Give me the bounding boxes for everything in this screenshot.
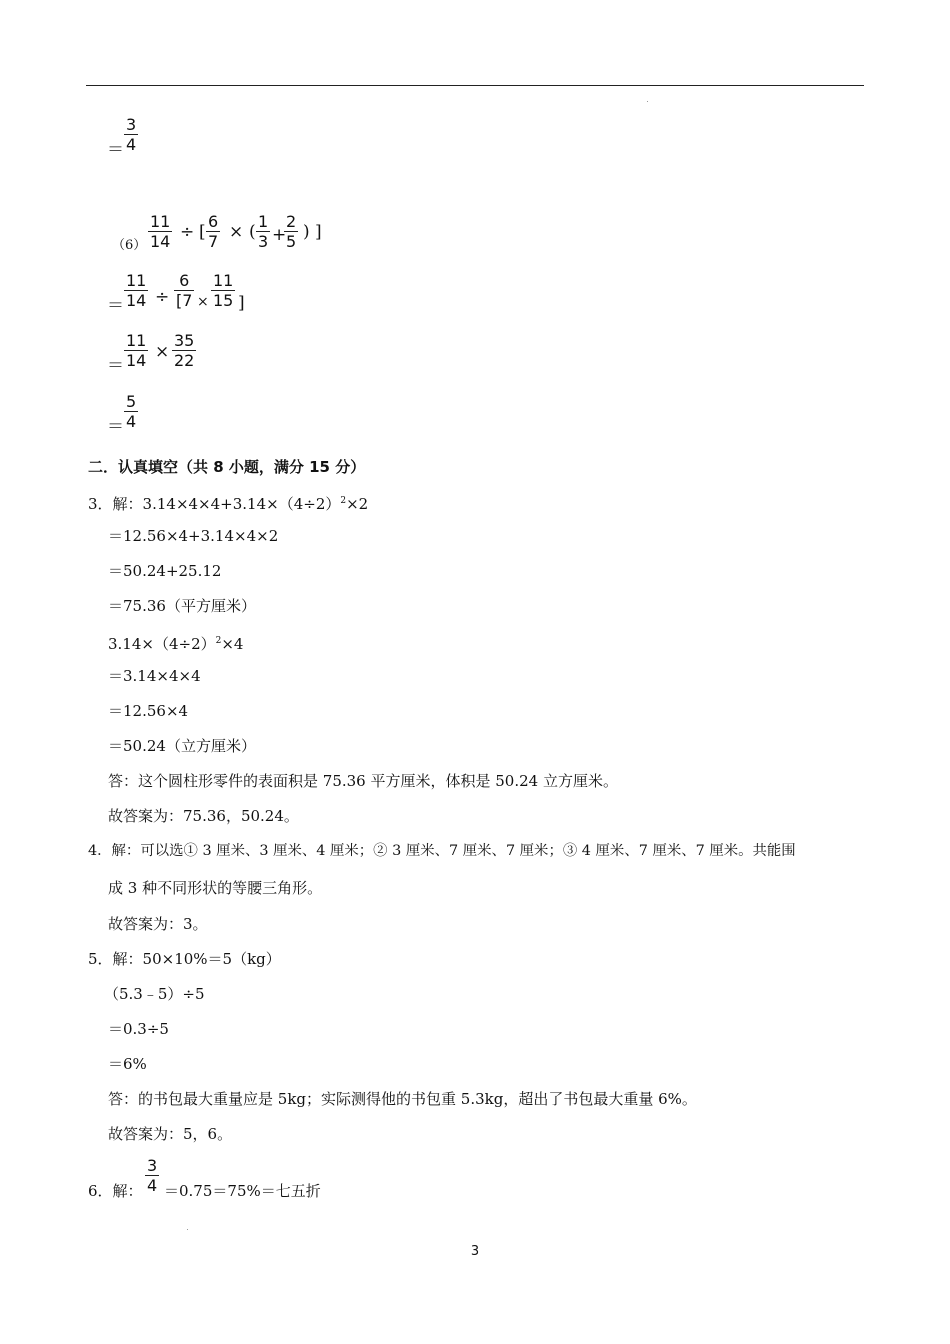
q6-label: （6）	[112, 238, 147, 253]
fraction: 2 5	[286, 212, 297, 251]
fraction-3-4: 3 4	[126, 115, 137, 154]
divide-sign: ÷	[155, 287, 170, 307]
fraction: 6 [7	[176, 271, 193, 310]
p4-line-2: 成 3 种不同形状的等腰三角形。	[108, 879, 323, 897]
speck	[187, 1229, 188, 1230]
p3-line-1: 3．解：$3.14\times 4\times 4+3.14\times(4\div 2)^2\times 2$	[88, 495, 369, 513]
paren: (	[249, 222, 256, 242]
section-heading: 二．认真填空（共 8 小题，满分 15 分）	[88, 458, 366, 476]
times-sign: ×	[155, 342, 170, 362]
p3-line-7: ＝12.56×4	[108, 702, 189, 720]
divide-sign: ÷	[180, 222, 195, 242]
equals-sign: ＝	[107, 356, 124, 376]
plus-sign: +	[272, 225, 287, 245]
fraction: 11 14	[126, 331, 147, 370]
p6-result: ＝0.75＝75%＝七五折	[164, 1182, 321, 1200]
equals-sign: ＝	[107, 140, 124, 160]
paren: )	[303, 222, 310, 242]
fraction: 11 15	[213, 271, 234, 310]
bracket: ]	[238, 293, 245, 313]
p3-line-6: ＝3.14×4×4	[108, 667, 201, 685]
p6-prefix: 6．解：	[88, 1182, 143, 1200]
p3-line-2: ＝12.56×4+3.14×4×2	[108, 527, 279, 545]
fraction: 1 3	[258, 212, 269, 251]
page-number: 3	[470, 1244, 480, 1259]
fraction: 6 7	[208, 212, 219, 251]
fraction: 11 14	[150, 212, 171, 251]
p5-line-3: ＝0.3÷5	[108, 1020, 169, 1038]
bracket: ]	[315, 222, 322, 242]
p3-final: 故答案为：75.36，50.24。	[108, 807, 299, 825]
p3-line-8: ＝50.24（立方厘米）	[108, 737, 256, 755]
times-sign: ×	[197, 294, 209, 310]
equals-sign: ＝	[107, 296, 124, 316]
p5-line-4: ＝6%	[108, 1055, 147, 1073]
p5-final: 故答案为：5，6。	[108, 1125, 233, 1143]
fraction-3-4: 3 4	[147, 1156, 158, 1195]
fraction-5-4: 5 4	[126, 392, 137, 431]
fraction: 11 14	[126, 271, 147, 310]
speck	[647, 101, 648, 102]
p3-line-5: $3.14\times(4\div 2)^2\times 4$	[108, 635, 244, 653]
equals-sign: ＝	[107, 417, 124, 437]
p4-final: 故答案为：3。	[108, 915, 208, 933]
p3-line-4: ＝75.36（平方厘米）	[108, 597, 256, 615]
p5-line-1: 5．解：50×10%＝5（kg）	[88, 950, 281, 968]
p4-line-1: 4．解：可以选① 3 厘米、3 厘米、4 厘米；② 3 厘米、7 厘米、7 厘米；③ 4 厘米、7 厘米、7 厘米。共能围	[88, 843, 796, 859]
p3-answer: 答：这个圆柱形零件的表面积是 75.36 平方厘米，体积是 50.24 立方厘米。	[108, 772, 618, 790]
header-rule	[86, 85, 864, 86]
p5-answer: 答：的书包最大重量应是 5kg；实际测得他的书包重 5.3kg，超出了书包最大重量 6%。	[108, 1090, 697, 1108]
times-sign: ×	[229, 222, 244, 242]
bracket: [	[199, 222, 206, 242]
p3-line-3: ＝50.24+25.12	[108, 562, 222, 580]
p5-line-2: （5.3﹣5）÷5	[104, 985, 205, 1003]
fraction: 35 22	[174, 331, 195, 370]
